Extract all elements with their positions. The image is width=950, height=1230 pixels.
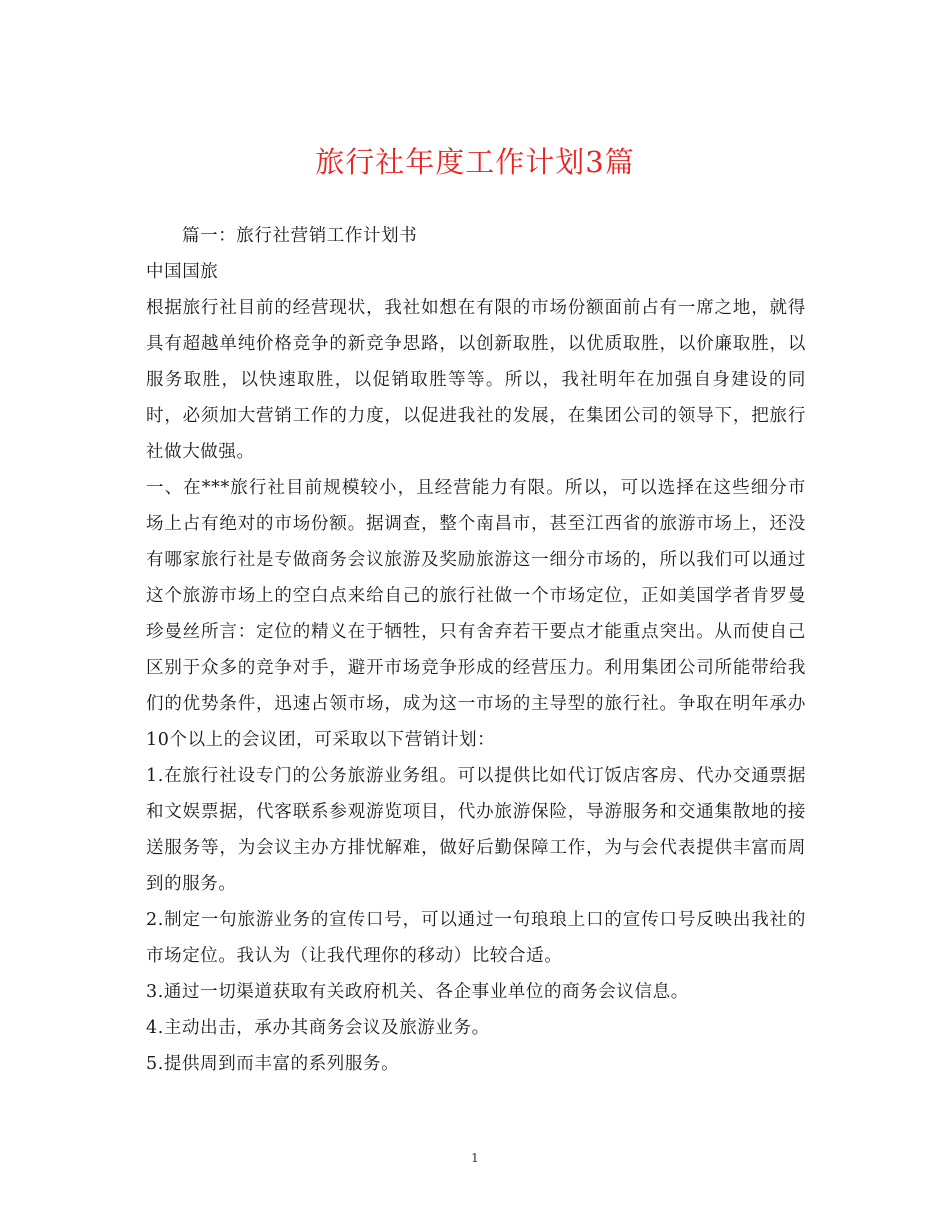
list-item-3: 3.通过一切渠道获取有关政府机关、各企事业单位的商务会议信息。 (146, 982, 689, 1002)
author-line: 中国国旅 (146, 262, 219, 282)
paragraph-intro: 根据旅行社目前的经营现状，我社如想在有限的市场份额面前占有一席之地，就得具有超越单纯价格竞争的新竞争思路，以创新取胜，以优质取胜，以价廉取胜，以服务取胜，以快速取胜，以促销取胜等等。所以，我社明年在加强自身建设的同时，必须加大营销工作的力度，以促进我社的发展，在集团公司的领导下，把旅行社做大做强。 (146, 298, 806, 462)
document-title: 旅行社年度工作计划3篇 (315, 145, 635, 179)
document-body (146, 218, 806, 1082)
list-item-1: 1.在旅行社设专门的公务旅游业务组。可以提供比如代订饭店客房、代办交通票据和文娱票据，代客联系参观游览项目，代办旅游保险，导游服务和交通集散地的接送服务等，为会议主办方排忧解难，做好后勤保障工作，为与会代表提供丰富而周到的服务。 (146, 766, 806, 894)
paragraph-section-one: 一、在***旅行社目前规模较小，且经营能力有限。所以，可以选择在这些细分市场上占有绝对的市场份额。据调查，整个南昌市，甚至江西省的旅游市场上，还没有哪家旅行社是专做商务会议旅游及奖励旅游这一细分市场的，所以我们可以通过这个旅游市场上的空白点来给自己的旅行社做一个市场定位，正如美国学者肯罗曼 珍曼丝所言：定位的精义在于牺牲，只有舍弃若干要点才能重点突出。从而使自己区别于众多的竞争对手，避开市场竞争形成的经营压力。利用集团公司所能带给我们的优势条件，迅速占领市场，成为这一市场的主导型的旅行社。争取在明年承办10个以上的会议团，可采取以下营销计划： (146, 478, 806, 750)
page-number: 1 (471, 1151, 479, 1165)
list-item-4: 4.主动出击，承办其商务会议及旅游业务。 (146, 1018, 490, 1038)
list-item-5: 5.提供周到而丰富的系列服务。 (146, 1054, 400, 1074)
list-item-2: 2.制定一句旅游业务的宣传口号，可以通过一句琅琅上口的宣传口号反映出我社的市场定位。我认为（让我代理你的移动）比较合适。 (146, 910, 806, 966)
section-heading: 篇一：旅行社营销工作计划书 (182, 226, 418, 246)
